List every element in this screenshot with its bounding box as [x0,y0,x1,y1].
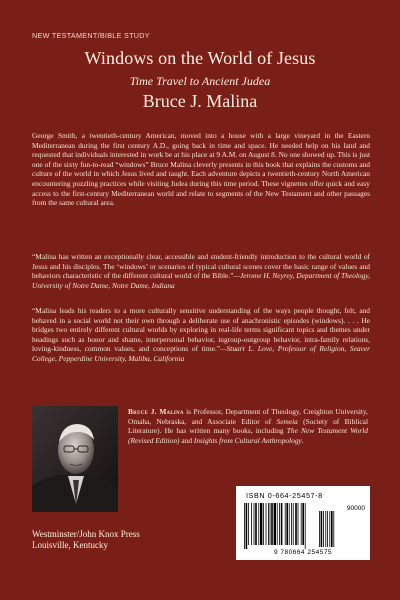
review-quote-2 [32,306,370,364]
quote-attribution: —Stuart L. Love, Professor of Religion, Seaver College, Pepperdine University, Malibu, California [32,344,370,363]
category-label: NEW TESTAMENT/BIBLE STUDY [32,31,150,40]
barcode-digits: 9 780664 254575 [273,549,333,556]
bio-journal: Semeia [276,416,298,426]
publisher-name: Westminster/John Knox Press [32,529,140,539]
author-photo [32,406,118,512]
bio-book-title: Insights from Cultural Anthropology [193,436,302,446]
author-bio [128,407,368,446]
bio-book-title: The New Testament World (Revised Edition) [128,426,368,446]
book-description: George Smith, a twentieth-century American, moved into a house with a large vineyard in the Eastern Mediterranean during the first century A.D., going back in time and space. He needed help on his land and requested that individuals interested in work be at his place at 9 A.M. on August 8. No one showed up. This is just one of the sixty fun-to-read “windows” Bruce Malina cleverly presents in this book that explains the customs and culture of the world in which Jesus lived and taught. Each adventure depicts a twentieth-century North American encountering puzzling practices while visiting Judea during this time period. These vignettes offer quick and easy access to the first-century Mediterranean world and relate to segments of the New Testament and other passages from the same cultural area. [32,131,370,208]
quote-text: “Malina has written an exceptionally clear, accessible and student-friendly introduction to the cultural world of Jesus and his disciples. The ‘windows’ or scenarios of typical cultural scenes cover the basic range of values and behaviors characteristic of the different cultural world of the Bible.” [32,252,370,281]
barcode-panel [236,486,370,560]
bio-text: . [301,436,304,446]
quote-text: “Malina leads his readers to a more culturally sensitive understanding of the ways people thought, felt, and behaved in a social world not their own through a deliberate use of anachronistic episodes (windows). . . . He bridges two entirely different cultural worlds by exploring in real-life terms significant topics and themes under headings such as honor and shame, interpersonal behavior, ingroup-outgroup behavior, intra-family relations, loving-kindness, common values, and conceptions of time.” [32,306,370,354]
book-author: Bruce J. Malina [142,91,258,111]
quote-attribution: —Jerome H. Neyrey, Department of Theology, University of Notre Dame, Notre Dame, Indiana [32,271,370,290]
barcode-icon [244,503,336,549]
price-code: 90000 [346,505,365,512]
book-title: Windows on the World of Jesus [84,48,316,68]
publisher-block [32,529,140,551]
bio-text: is Professor, Department of Theology, Creighton University, Omaha, Nebraska, and Associate Editor of [128,407,368,426]
bio-text: and [179,436,194,446]
publisher-city: Louisville, Kentucky [32,540,108,550]
review-quote-1 [32,252,370,290]
isbn-number: ISBN 0-664-25457-8 [246,491,323,500]
bio-text: (Society of Biblical Literature). He has written many books, including [128,416,368,436]
bio-author-name: Bruce J. Malina [128,407,184,416]
book-subtitle: Time Travel to Ancient Judea [129,74,271,88]
